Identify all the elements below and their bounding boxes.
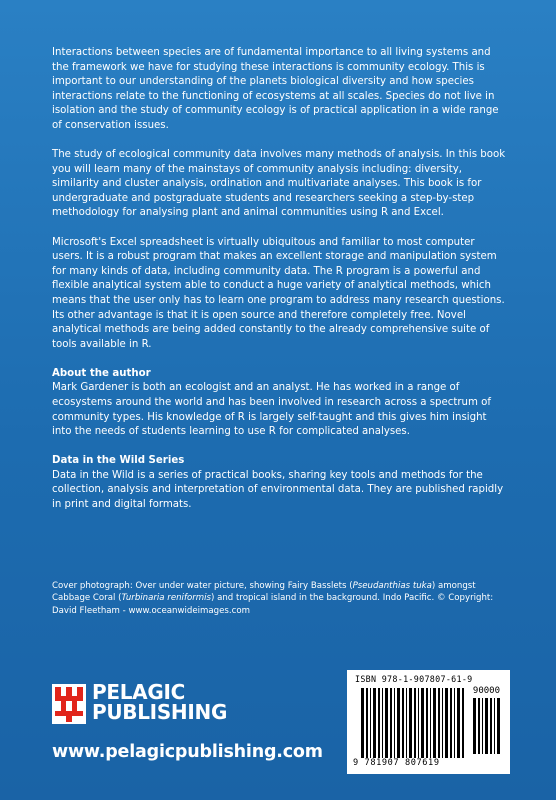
- credit-text-1: Cover photograph: Over under water picture, showing Fairy Basslets (: [52, 581, 353, 591]
- series-text: Data in the Wild is a series of practical books, sharing key tools and methods for the collection, analysis and interpretation of environmental data. They are published rapidly in print and digital formats.: [52, 469, 504, 511]
- credit-species-2: Turbinaria reniformis: [121, 593, 211, 604]
- author-heading: About the author: [52, 367, 151, 379]
- publisher-name-line1: PELAGIC: [92, 680, 185, 704]
- paragraph-2: The study of ecological community data involves many methods of analysis. In this book you will learn many of the mainstays of community analysis including: diversity, similarity and cluster analysis, ordination and multivariate analyses. This book is for undergraduate and postgraduate students and researchers seeking a step-by-step methodology for analysing plant and animal communities using R and Excel.: [52, 149, 506, 219]
- publisher-name-line2: PUBLISHING: [92, 700, 228, 724]
- author-text: Mark Gardener is both an ecologist and an analyst. He has worked in a range of ecosystems around the world and has been involved in research across a spectrum of community types. His knowledge of R is largely self-taught and this gives him insight into the needs of students learning to use R for complicated analyses.: [52, 382, 491, 438]
- series-heading: Data in the Wild Series: [52, 455, 185, 467]
- publisher-logo: [52, 680, 252, 728]
- publisher-name: [92, 682, 227, 722]
- publisher-website[interactable]: www.pelagicpublishing.com: [52, 742, 323, 762]
- credit-text-2: ) amongst Cabbage Coral (: [52, 581, 476, 604]
- paragraph-1: Interactions between species are of fundamental importance to all living systems and the framework we have for studying these interactions is community ecology. This is important to our understanding of the planets biological diversity and how species interactions relate to the functioning of ecosystems at all scales. Species do not live in isolation and the study of community ecology is of practical application in a wide range of conservation issues.: [52, 47, 499, 131]
- paragraph-3: Microsoft's Excel spreadsheet is virtually ubiquitous and familiar to most computer users. It is a robust program that makes an excellent storage and manipulation system for many kinds of data, including community data. The R program is a powerful and flexible analytical system able to conduct a huge variety of analytical methods, which means that the user only has to learn one program to address many research questions. Its other advantage is that it is open source and therefore completely free. Novel analytical methods are being added constantly to the already comprehensive suite of tools available in R.: [52, 236, 505, 350]
- pelagic-logo-icon: [52, 684, 86, 724]
- photo-credit: [52, 580, 508, 617]
- ean-digits: 9 781907 807619: [353, 758, 440, 768]
- isbn-label: ISBN 978-1-907807-61-9: [355, 674, 473, 684]
- credit-species-1: Pseudanthias tuka: [352, 581, 432, 591]
- barcode: [347, 670, 510, 774]
- credit-text-3: ) and tropical island in the background. Indo Pacific. © Copyright: David Fleetham - www.oceanwideimages.com: [52, 593, 494, 616]
- blurb: [52, 46, 508, 527]
- price-code: 90000: [472, 686, 500, 696]
